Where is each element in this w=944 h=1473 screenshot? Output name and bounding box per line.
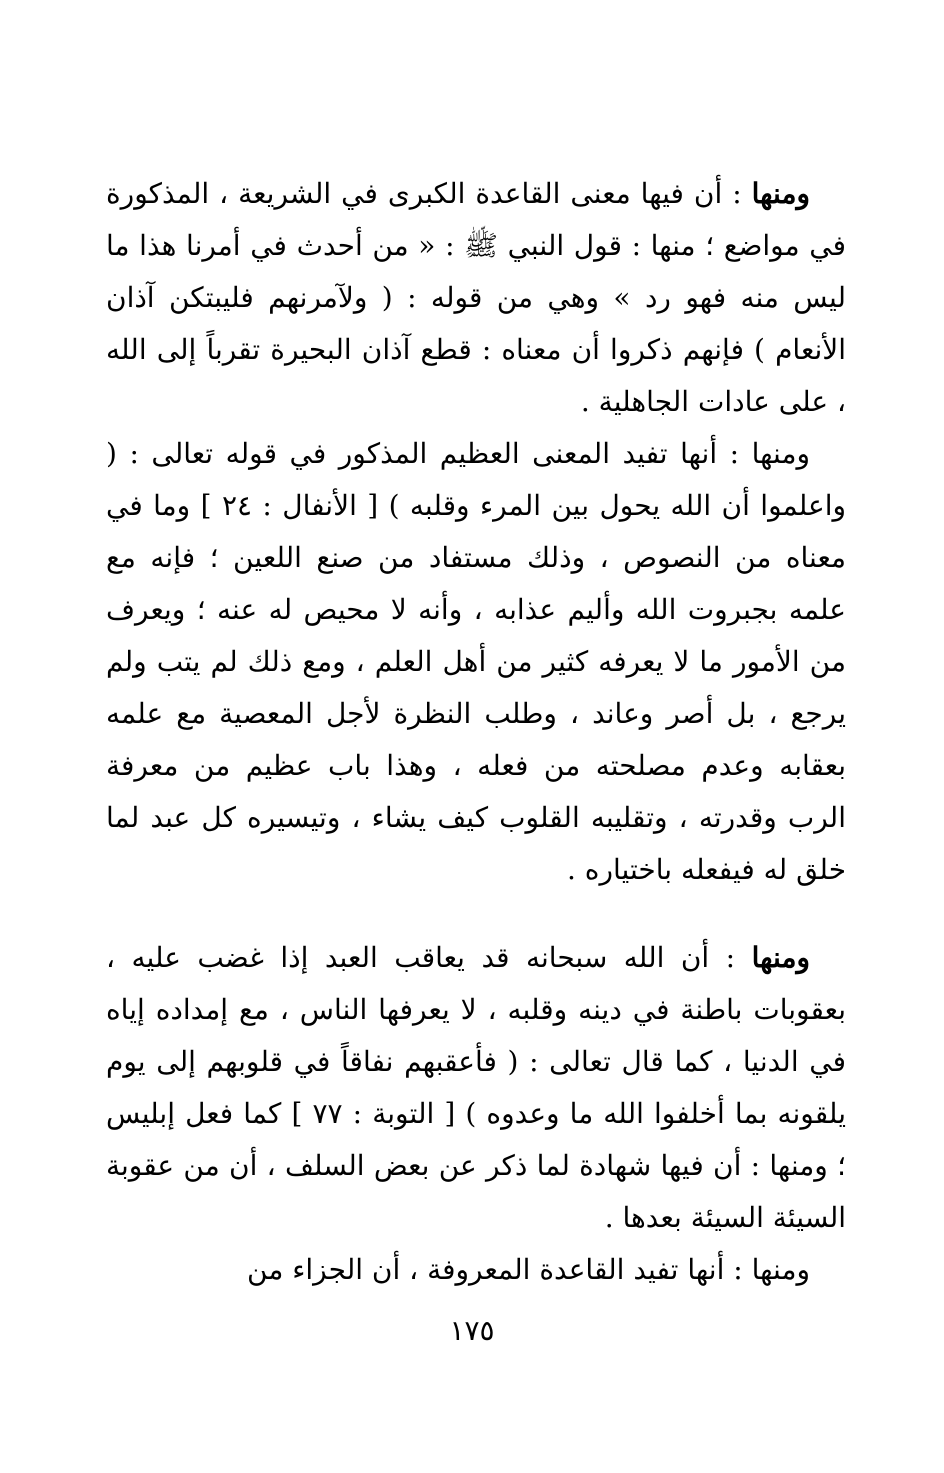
paragraph-text: : أن فيها معنى القاعدة الكبرى في الشريعة ، المذكورة في مواضع ؛ منها : قول النبي ﷺ : « من أحدث في أمرنا هذا ما ليس منه فهو رد » وهي من قوله : ( ولآمرنهم فليبتكن آذان الأنعام ) فإنهم ذكروا أن معناه : قطع آذان البحيرة تقرباً إلى الله ، على عادات الجاهلية .: [106, 177, 846, 418]
paragraph-1: [106, 168, 846, 428]
paragraph-2: [106, 428, 846, 896]
paragraph-text: ومنها : أنها تفيد المعنى العظيم المذكور في قوله تعالى : ( واعلموا أن الله يحول بين المرء وقلبه ) [ الأنفال : ٢٤ ] وما في معناه من النصوص ، وذلك مستفاد من صنع اللعين ؛ فإنه مع علمه بجبروت الله وأليم عذابه ، وأنه لا محيص له عنه ؛ ويعرف من الأمور ما لا يعرفه كثير من أهل العلم ، ومع ذلك لم يتب ولم يرجع ، بل أصر وعاند ، وطلب النظرة لأجل المعصية مع علمه بعقابه وعدم مصلحته من فعله ، وهذا باب عظيم من معرفة الرب وقدرته ، وتقليبه القلوب كيف يشاء ، وتيسيره كل عبد لما خلق له فيفعله باختياره .: [106, 437, 847, 886]
page-number: ١٧٥: [449, 1314, 495, 1347]
paragraph-text: ومنها : أنها تفيد القاعدة المعروفة ، أن الجزاء من: [247, 1253, 810, 1286]
paragraph-4: [106, 1244, 846, 1296]
paragraph-3: [106, 932, 846, 1244]
paragraph-lead: ومنها: [751, 941, 810, 974]
paragraph-lead: ومنها: [751, 177, 810, 210]
paragraph-text: : أن الله سبحانه قد يعاقب العبد إذا غضب عليه ، بعقوبات باطنة في دينه وقلبه ، لا يعرفها الناس ، مع إمداده إياه في الدنيا ، كما قال تعالى : ( فأعقبهم نفاقاً في قلوبهم إلى يوم يلقونه بما أخلفوا الله ما وعدوه ) [ التوبة : ٧٧ ] كما فعل إبليس ؛ ومنها : أن فيها شهادة لما ذكر عن بعض السلف ، أن من عقوبة السيئة السيئة بعدها .: [106, 941, 846, 1234]
